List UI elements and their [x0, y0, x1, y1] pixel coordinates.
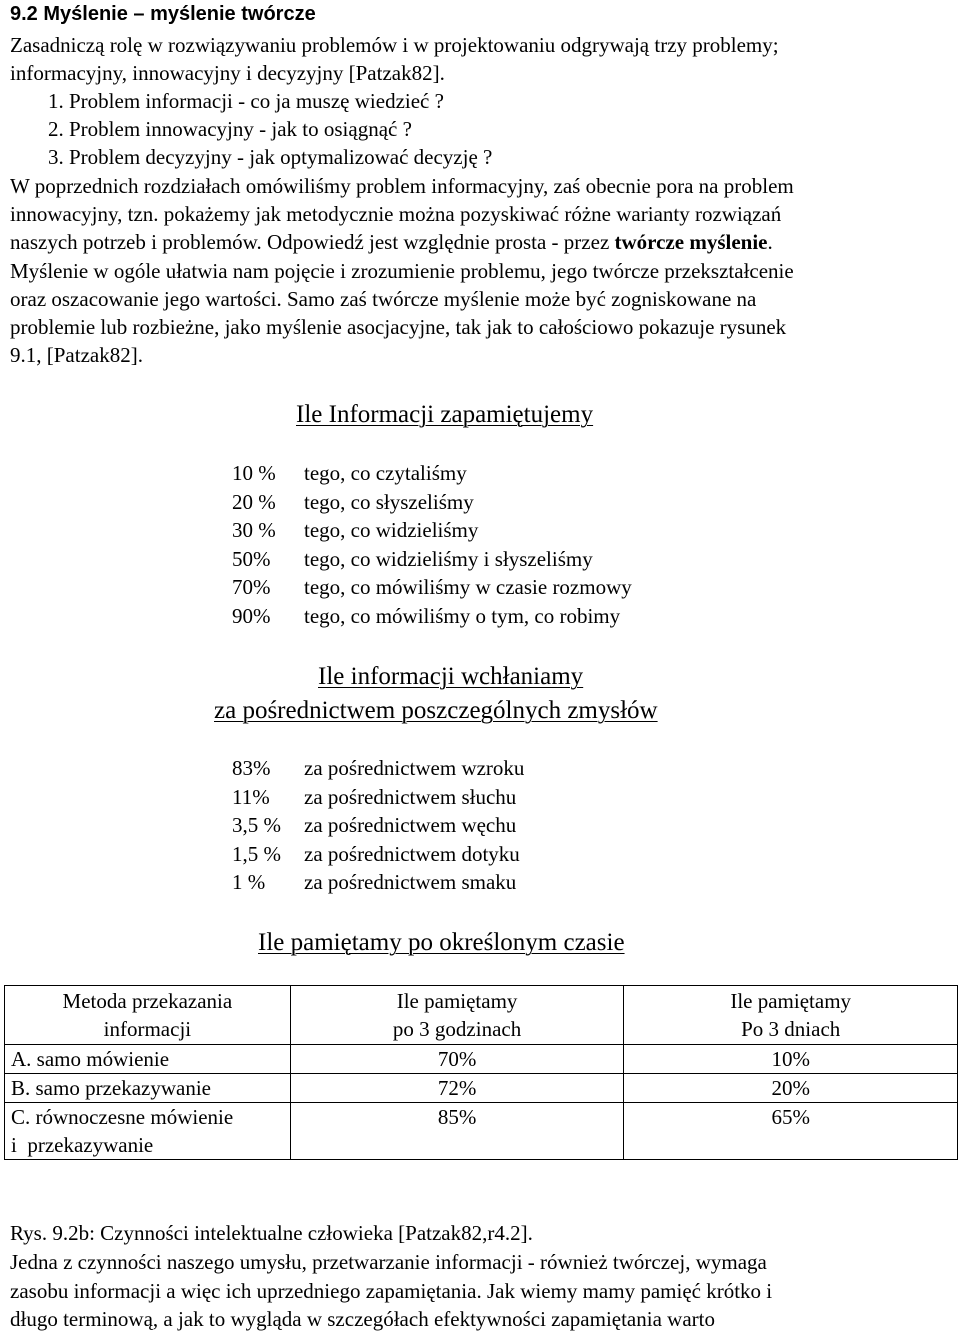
senses-pct: 3,5 %: [232, 813, 281, 837]
header-line: po 3 godzinach: [392, 1017, 522, 1041]
memorize-pct: 70%: [232, 575, 271, 599]
cell-method: A. samo mówienie: [5, 1045, 291, 1074]
intro-line-1: Zasadniczą rolę w rozwiązywaniu problemów i w projektowaniu odgrywają trzy problemy;: [10, 33, 779, 57]
memorize-text: tego, co czytaliśmy: [304, 461, 467, 485]
cell-3-days: 10%: [624, 1045, 958, 1074]
paragraph-line-4: Myślenie w ogóle ułatwia nam pojęcie i zrozumienie problemu, jego twórcze przekształcenie: [10, 259, 794, 283]
problem-text: Problem informacji - co ja muszę wiedzieć ?: [69, 89, 444, 113]
senses-text: za pośrednictwem dotyku: [304, 842, 520, 866]
problem-number: 1.: [48, 89, 64, 113]
memorize-pct: 10 %: [232, 461, 276, 485]
retention-title: Ile pamiętamy po określonym czasie: [258, 929, 625, 956]
retention-table: [4, 985, 958, 1160]
header-line: Ile pamiętamy: [730, 989, 852, 1013]
intro-line-2: informacyjny, innowacyjny i decyzyjny [Patzak82].: [10, 61, 445, 85]
table-row: [5, 1074, 958, 1103]
memorize-text: tego, co słyszeliśmy: [304, 490, 474, 514]
table-header-row: [5, 986, 958, 1045]
method-line: i przekazywanie: [11, 1133, 154, 1157]
memorize-pct: 20 %: [232, 490, 276, 514]
paragraph-line-3: [10, 232, 773, 253]
closing-line-1: Jedna z czynności naszego umysłu, przetwarzanie informacji - również twórczej, wymaga: [10, 1250, 767, 1274]
problem-item-3: [48, 147, 492, 168]
header-after-3-hours: [290, 986, 624, 1045]
figure-caption: Rys. 9.2b: Czynności intelektualne człowieka [Patzak82,r4.2].: [10, 1221, 533, 1245]
senses-pct: 11%: [232, 785, 270, 809]
memorize-pct: 50%: [232, 547, 271, 571]
table-row: [5, 1103, 958, 1160]
senses-pct: 1 %: [232, 870, 266, 894]
paragraph-line-1: W poprzednich rozdziałach omówiliśmy problem informacyjny, zaś obecnie pora na problem: [10, 174, 794, 198]
problem-text: Problem innowacyjny - jak to osiągnąć ?: [69, 117, 412, 141]
senses-title-line-1: Ile informacji wchłaniamy: [318, 663, 584, 690]
memorize-text: tego, co widzieliśmy: [304, 518, 479, 542]
problem-item-1: [48, 91, 444, 112]
problem-item-2: [48, 119, 412, 140]
senses-title-line-2: za pośrednictwem poszczególnych zmysłów: [214, 697, 658, 724]
memorize-text: tego, co widzieliśmy i słyszeliśmy: [304, 547, 593, 571]
cell-3-hours: 70%: [290, 1045, 624, 1074]
closing-line-2: zasobu informacji a więc ich uprzedniego zapamiętania. Jak wiemy mamy pamięć krótko i: [10, 1279, 773, 1303]
paragraph-line-5: oraz oszacowanie jego wartości. Samo zaś twórcze myślenie może być zogniskowane na: [10, 287, 757, 311]
paragraph-text: naszych potrzeb i problemów. Odpowiedź jest względnie prosta - przez: [10, 230, 610, 254]
memorize-pct: 30 %: [232, 518, 276, 542]
header-line: Po 3 dniach: [741, 1017, 841, 1041]
section-heading: 9.2 Myślenie – myślenie twórcze: [10, 3, 316, 25]
cell-method: B. samo przekazywanie: [5, 1074, 291, 1103]
emphasis-creative-thinking: twórcze myślenie: [614, 230, 768, 254]
memorize-pct: 90%: [232, 604, 271, 628]
table-row: [5, 1045, 958, 1074]
header-after-3-days: [624, 986, 958, 1045]
problem-text: Problem decyzyjny - jak optymalizować decyzję ?: [69, 145, 493, 169]
cell-3-days: 65%: [624, 1103, 958, 1160]
cell-3-hours: 85%: [290, 1103, 624, 1160]
header-line: Ile pamiętamy: [396, 989, 518, 1013]
memorize-text: tego, co mówiliśmy w czasie rozmowy: [304, 575, 632, 599]
senses-pct: 83%: [232, 756, 271, 780]
header-method: [5, 986, 291, 1045]
paragraph-line-6: problemie lub rozbieżne, jako myślenie asocjacyjne, tak jak to całościowo pokazuje rysunek: [10, 315, 787, 339]
paragraph-line-2: innowacyjny, tzn. pokażemy jak metodycznie można pozyskiwać różne warianty rozwiązań: [10, 202, 782, 226]
period: .: [767, 230, 773, 254]
method-line: C. równoczesne mówienie: [11, 1105, 234, 1129]
paragraph-line-7: 9.1, [Patzak82].: [10, 343, 143, 367]
senses-text: za pośrednictwem smaku: [304, 870, 517, 894]
memorize-title: Ile Informacji zapamiętujemy: [296, 401, 594, 428]
closing-line-3: długo terminową, a jak to wygląda w szczegółach efektywności zapamiętania warto: [10, 1307, 715, 1331]
header-line: Metoda przekazania: [62, 989, 233, 1013]
senses-text: za pośrednictwem węchu: [304, 813, 517, 837]
problem-number: 3.: [48, 145, 64, 169]
header-line: informacji: [103, 1017, 192, 1041]
cell-3-days: 20%: [624, 1074, 958, 1103]
cell-3-hours: 72%: [290, 1074, 624, 1103]
problem-number: 2.: [48, 117, 64, 141]
cell-method: [5, 1103, 291, 1160]
senses-text: za pośrednictwem wzroku: [304, 756, 525, 780]
senses-text: za pośrednictwem słuchu: [304, 785, 517, 809]
senses-pct: 1,5 %: [232, 842, 281, 866]
memorize-text: tego, co mówiliśmy o tym, co robimy: [304, 604, 621, 628]
